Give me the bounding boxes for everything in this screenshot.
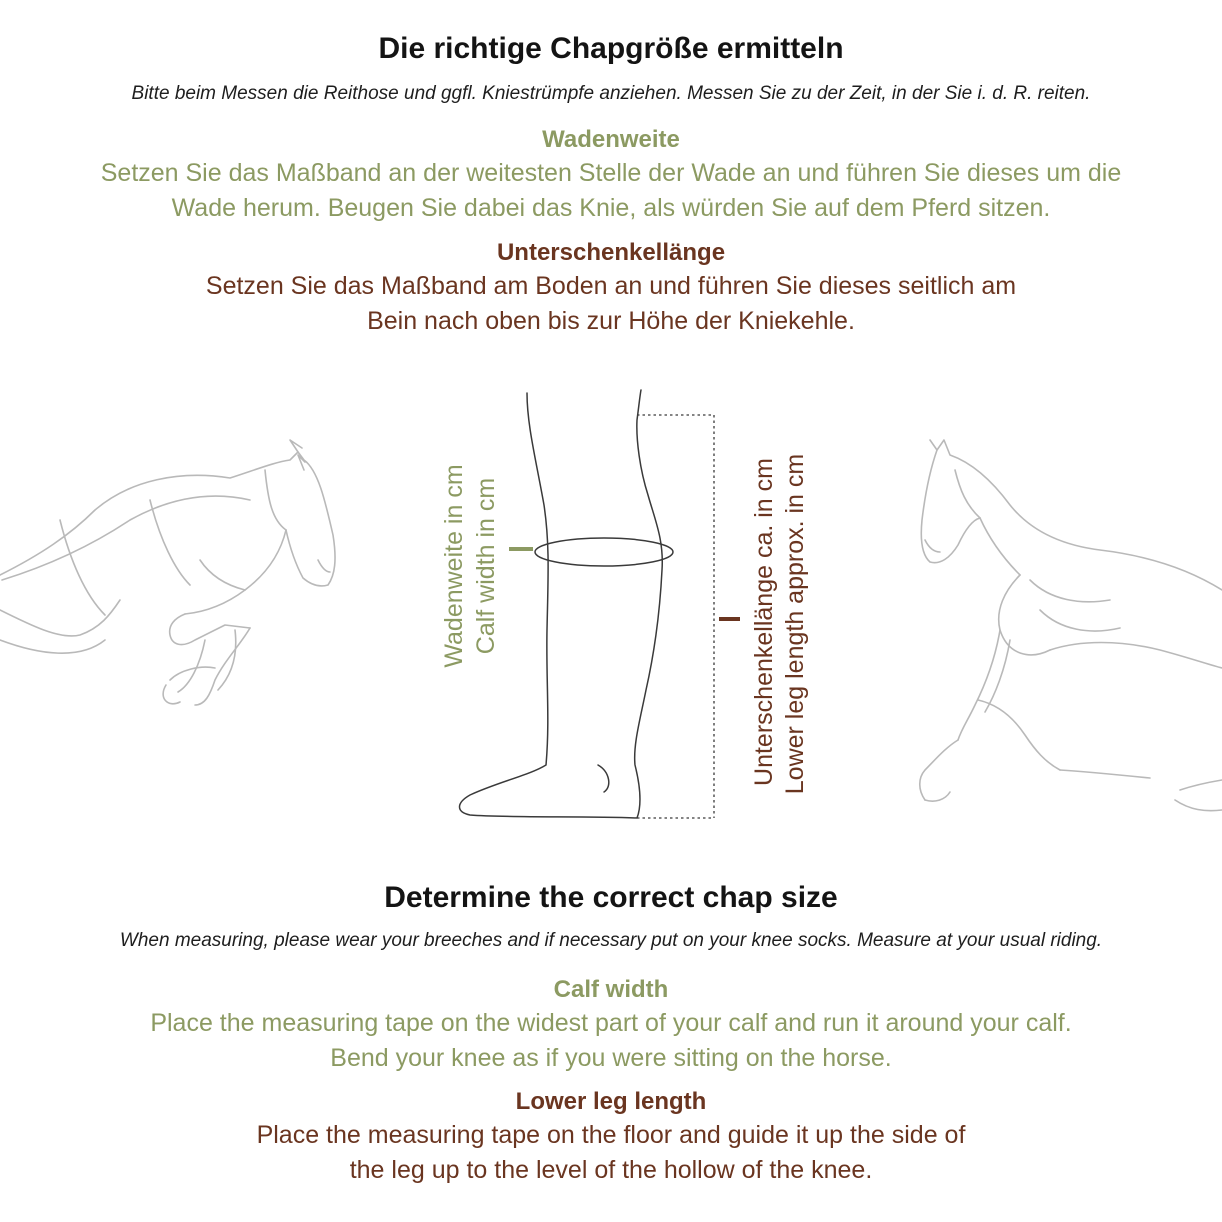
note-de: Bitte beim Messen die Reithose und ggfl. Kniestrümpfe anziehen. Messen Sie zu der Zeit, in der Sie i. d. R. reiten. <box>131 83 1091 104</box>
calf-text-de-line-1: Setzen Sie das Maßband an der weitesten Stelle der Wade an und führen Sie dieses um die <box>100 159 1122 187</box>
calf-heading-de: Wadenweite <box>542 126 680 153</box>
leg-text-en-line-1: Place the measuring tape on the floor and guide it up the side of <box>256 1121 966 1149</box>
leg-heading-en: Lower leg length <box>515 1088 707 1115</box>
title-en: Determine the correct chap size <box>384 881 838 914</box>
note-en: When measuring, please wear your breeches and if necessary put on your knee socks. Measure at your usual riding. <box>119 930 1103 951</box>
calf-text-en <box>0 1006 1222 1076</box>
title-de: Die richtige Chapgröße ermitteln <box>378 32 844 65</box>
calf-label-en: Calf width in cm <box>472 477 500 655</box>
leg-length-bracket <box>637 415 714 818</box>
leg-heading-de: Unterschenkellänge <box>496 239 726 266</box>
calf-text-en-line-1: Place the measuring tape on the widest part of your calf and run it around your calf. <box>150 1009 1072 1037</box>
calf-label-de: Wadenweite in cm <box>440 464 468 668</box>
leg-label-en: Lower leg length approx. in cm <box>781 453 809 795</box>
leg-label-de: Unterschenkellänge ca. in cm <box>750 458 778 786</box>
calf-text-en-line-2: Bend your knee as if you were sitting on the horse. <box>330 1044 892 1072</box>
leg-text-de-line-2: Bein nach oben bis zur Höhe der Kniekehle. <box>367 307 855 335</box>
leg-text-en-line-2: the leg up to the level of the hollow of the knee. <box>349 1156 873 1184</box>
horse-sketch-left-icon <box>0 440 335 705</box>
leg-text-en <box>0 1118 1222 1188</box>
calf-heading-en: Calf width <box>553 976 669 1003</box>
horse-sketch-right-icon <box>920 440 1222 811</box>
leg-text-de-line-1: Setzen Sie das Maßband am Boden an und führen Sie dieses seitlich am <box>205 272 1017 300</box>
calf-text-de-line-2: Wade herum. Beugen Sie dabei das Knie, als würden Sie auf dem Pferd sitzen. <box>171 194 1051 222</box>
